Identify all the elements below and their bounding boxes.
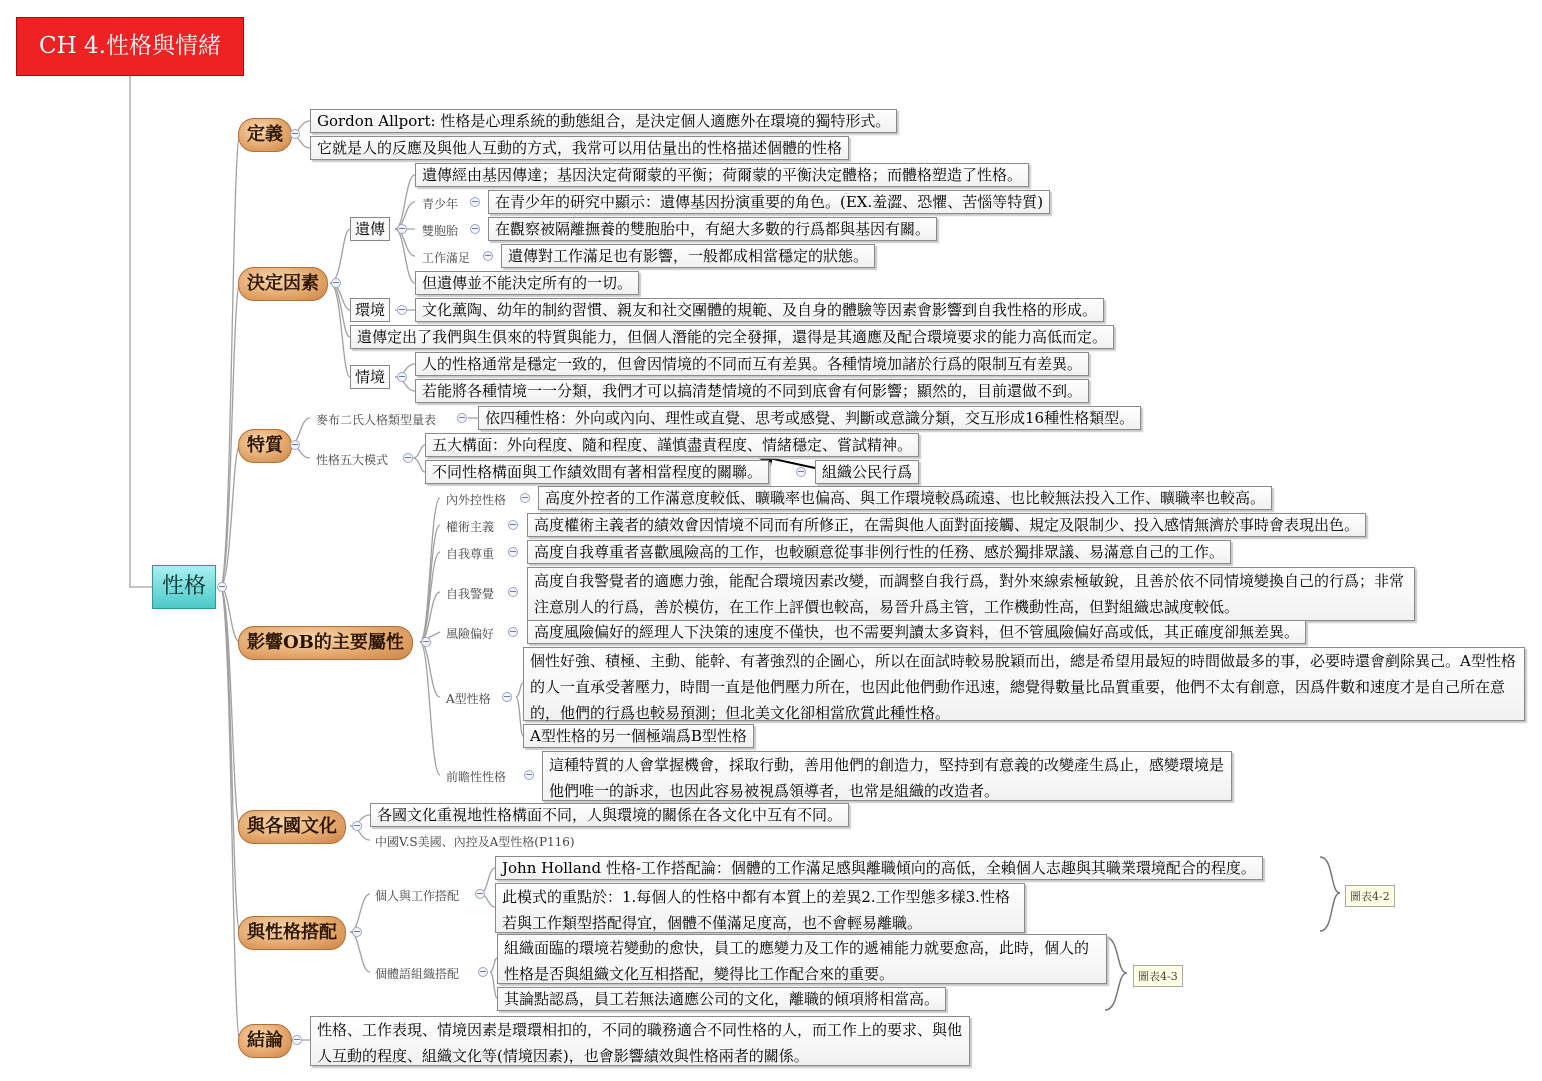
model-text[interactable]: 此模式的重點於：1.每個人的性格中都有本質上的差異2.工作型態多樣3.性格若與工作類型搭配得宜，個體不僅滿足度高，也不會輕易離職。 <box>495 883 1025 933</box>
job-satisfaction-text[interactable]: 遺傳對工作滿足也有影響，一般都成相當穩定的狀態。 <box>501 244 875 268</box>
chapter-title[interactable]: CH 4.性格與情緒 <box>16 17 244 76</box>
proactive-label[interactable]: 前瞻性性格 <box>446 770 507 784</box>
environment-text[interactable]: 文化薰陶、幼年的制約習慣、親友和社交團體的規範、及自身的體驗等因素會影響到自我性格的形成。 <box>415 298 1104 322</box>
collapse-icon[interactable] <box>520 493 530 503</box>
collapse-icon[interactable] <box>421 637 431 647</box>
collapse-icon[interactable] <box>508 627 518 637</box>
collapse-icon[interactable] <box>508 547 518 557</box>
mbti-text[interactable]: 依四種性格：外向或內向、理性或直覺、思考或感覺、判斷或意識分類，交互形成16種性格類型。 <box>478 406 1141 430</box>
type-a-label[interactable]: A型性格 <box>446 692 491 706</box>
collapse-icon[interactable] <box>457 413 467 423</box>
collapse-icon[interactable] <box>397 305 407 315</box>
collapse-icon[interactable] <box>331 278 341 288</box>
risk-taking-label[interactable]: 風險偏好 <box>446 627 495 641</box>
self-esteem-text[interactable]: 高度自我尊重者喜歡風險高的工作，也較願意從事非例行性的任務、感於獨排眾議、易滿意自己的工作。 <box>527 540 1231 564</box>
locus-label[interactable]: 內外控性格 <box>446 493 507 507</box>
big-five-label[interactable]: 性格五大模式 <box>316 453 389 467</box>
machiavellianism-text[interactable]: 高度權術主義者的績效會因情境不同而有所修正，在需與他人面對面接觸、規定及限制少、投入感情無濟於事時會表現出色。 <box>527 513 1366 537</box>
definition-item-2[interactable]: 它就是人的反應及與他人互動的方式，我常可以用估量出的性格描述個體的性格 <box>310 136 849 160</box>
collapse-icon[interactable] <box>403 453 413 463</box>
type-a-text-2[interactable]: A型性格的另一個極端爲B型性格 <box>523 724 754 748</box>
collapse-icon[interactable] <box>352 821 362 831</box>
type-a-text-1[interactable]: 個性好強、積極、主動、能幹、有著強烈的企圖心，所以在面試時較易脫穎而出，總是希望用最短的時間做最多的事，必要時還會剷除異己。A型性格的人一直承受著壓力，時間一直是他們壓力所在，也因此他們動作迅速，總覺得數量比品質重要，他們不太有創意，因爲件數和速度才是自己所在意的，他們的行爲也較易預測；但北美文化卻相當欣賞此種性格。 <box>523 647 1525 721</box>
collapse-icon[interactable] <box>796 467 806 477</box>
org-text-1[interactable]: 組織面臨的環境若變動的愈快，員工的應變力及工作的遞補能力就要愈高，此時，個人的性格是否與組織文化互相搭配，變得比工作配合來的重要。 <box>497 934 1107 984</box>
job-satisfaction-label[interactable]: 工作滿足 <box>422 251 471 265</box>
root-node[interactable]: 性格 <box>152 565 216 609</box>
collapse-icon[interactable] <box>524 770 534 780</box>
branch-fit[interactable]: 與性格搭配 <box>238 916 346 950</box>
branch-definition[interactable]: 定義 <box>238 118 292 152</box>
branch-ob-attributes[interactable]: 影響OB的主要屬性 <box>238 626 413 660</box>
heredity-environment-text[interactable]: 遺傳定出了我們與生俱來的特質與能力，但個人潛能的完全發揮，還得是其適應及配合環境要求的能力高低而定。 <box>350 325 1114 349</box>
holland-text[interactable]: John Holland 性格-工作搭配論：個體的工作滿足感與離職傾向的高低，全賴個人志趣與其職業環境配合的程度。 <box>495 856 1263 880</box>
heredity-node[interactable]: 遺傳 <box>350 217 390 241</box>
culture-note[interactable]: 中國V.S美國、內控及A型性格(P116) <box>375 835 575 849</box>
figure-4-3-note[interactable]: 圖表4-3 <box>1133 965 1183 987</box>
big-five-text-2[interactable]: 不同性格構面與工作績效間有著相當程度的關聯。 <box>425 460 769 484</box>
collapse-icon[interactable] <box>217 582 227 592</box>
environment-node[interactable]: 環境 <box>350 298 390 322</box>
org-text-2[interactable]: 其論點認爲，員工若無法適應公司的文化，離職的傾項將相當高。 <box>497 987 946 1011</box>
person-job-fit-label[interactable]: 個人與工作搭配 <box>375 889 460 903</box>
conclusion-text[interactable]: 性格、工作表現、情境因素是環環相扣的，不同的職務適合不同性格的人，而工作上的要求、與他人互動的程度、組織文化等(情境因素)，也會影響績效與性格兩者的關係。 <box>310 1016 970 1066</box>
self-esteem-label[interactable]: 自我尊重 <box>446 547 495 561</box>
branch-determinants[interactable]: 決定因素 <box>238 267 328 301</box>
collapse-icon[interactable] <box>508 587 518 597</box>
mbti-label[interactable]: 麥布二氏人格類型量表 <box>316 413 437 427</box>
collapse-icon[interactable] <box>397 224 407 234</box>
self-monitoring-text[interactable]: 高度自我警覺者的適應力強，能配合環境因素改變，而調整自我行爲，對外來線索極敏銳，且善於依不同情境變換自己的行爲；非常注意別人的行爲，善於模仿，在工作上評價也較高，易晉升爲主管，工作機動性高，但對組織忠誠度較低。 <box>527 567 1415 621</box>
collapse-icon[interactable] <box>483 251 493 261</box>
youth-text[interactable]: 在青少年的研究中顯示：遺傳基因扮演重要的角色。(EX.羞澀、恐懼、苦惱等特質) <box>488 190 1050 214</box>
big-five-text-1[interactable]: 五大構面：外向程度、隨和程度、謹慎盡責程度、情緒穩定、嘗試精神。 <box>425 433 919 457</box>
situation-text-1[interactable]: 人的性格通常是穩定一致的，但會因情境的不同而互有差異。各種情境加諸於行爲的限制互有差異。 <box>415 352 1089 376</box>
twins-label[interactable]: 雙胞胎 <box>422 224 459 238</box>
collapse-icon[interactable] <box>290 440 300 450</box>
situation-text-2[interactable]: 若能將各種情境一一分類，我們才可以搞清楚情境的不同到底會有何影響；顯然的，目前還做不到。 <box>415 379 1089 403</box>
collapse-icon[interactable] <box>470 224 480 234</box>
collapse-icon[interactable] <box>478 967 488 977</box>
figure-4-2-note[interactable]: 圖表4-2 <box>1345 885 1395 907</box>
branch-conclusion[interactable]: 結論 <box>238 1024 292 1058</box>
collapse-icon[interactable] <box>475 889 485 899</box>
branch-culture[interactable]: 與各國文化 <box>238 810 346 844</box>
branch-traits[interactable]: 特質 <box>238 429 292 463</box>
twins-text[interactable]: 在觀察被隔離撫養的雙胞胎中，有絕大多數的行爲都與基因有關。 <box>488 217 937 241</box>
ocb-node[interactable]: 組織公民行爲 <box>815 460 919 484</box>
proactive-text[interactable]: 這種特質的人會掌握機會，採取行動，善用他們的創造力，堅持到有意義的改變產生爲止，感變環境是他們唯一的訴求，也因此容易被視爲領導者，也常是組織的改造者。 <box>542 751 1232 801</box>
definition-item-1[interactable]: Gordon Allport: 性格是心理系統的動態組合，是決定個人適應外在環境的獨特形式。 <box>310 109 897 133</box>
collapse-icon[interactable] <box>292 1035 302 1045</box>
machiavellianism-label[interactable]: 權術主義 <box>446 520 495 534</box>
youth-label[interactable]: 青少年 <box>422 197 459 211</box>
heredity-text-1[interactable]: 遺傳經由基因傳達；基因決定荷爾蒙的平衡；荷爾蒙的平衡決定體格；而體格塑造了性格。 <box>415 163 1029 187</box>
collapse-icon[interactable] <box>508 520 518 530</box>
collapse-icon[interactable] <box>290 129 300 139</box>
locus-text[interactable]: 高度外控者的工作滿意度較低、曠職率也偏高、與工作環境較爲疏遠、也比較無法投入工作、曠職率也較高。 <box>538 486 1272 510</box>
collapse-icon[interactable] <box>352 927 362 937</box>
situation-node[interactable]: 情境 <box>350 365 390 389</box>
person-org-fit-label[interactable]: 個體語組織搭配 <box>375 967 460 981</box>
collapse-icon[interactable] <box>502 692 512 702</box>
culture-text[interactable]: 各國文化重視地性格構面不同，人與環境的關係在各文化中互有不同。 <box>370 803 849 827</box>
collapse-icon[interactable] <box>397 372 407 382</box>
collapse-icon[interactable] <box>470 197 480 207</box>
heredity-text-2[interactable]: 但遺傳並不能決定所有的一切。 <box>415 271 639 295</box>
risk-taking-text[interactable]: 高度風險偏好的經理人下決策的速度不僅快，也不需要判讀太多資料，但不管風險偏好高或低，其正確度卻無差異。 <box>527 620 1306 644</box>
self-monitoring-label[interactable]: 自我警覺 <box>446 587 495 601</box>
